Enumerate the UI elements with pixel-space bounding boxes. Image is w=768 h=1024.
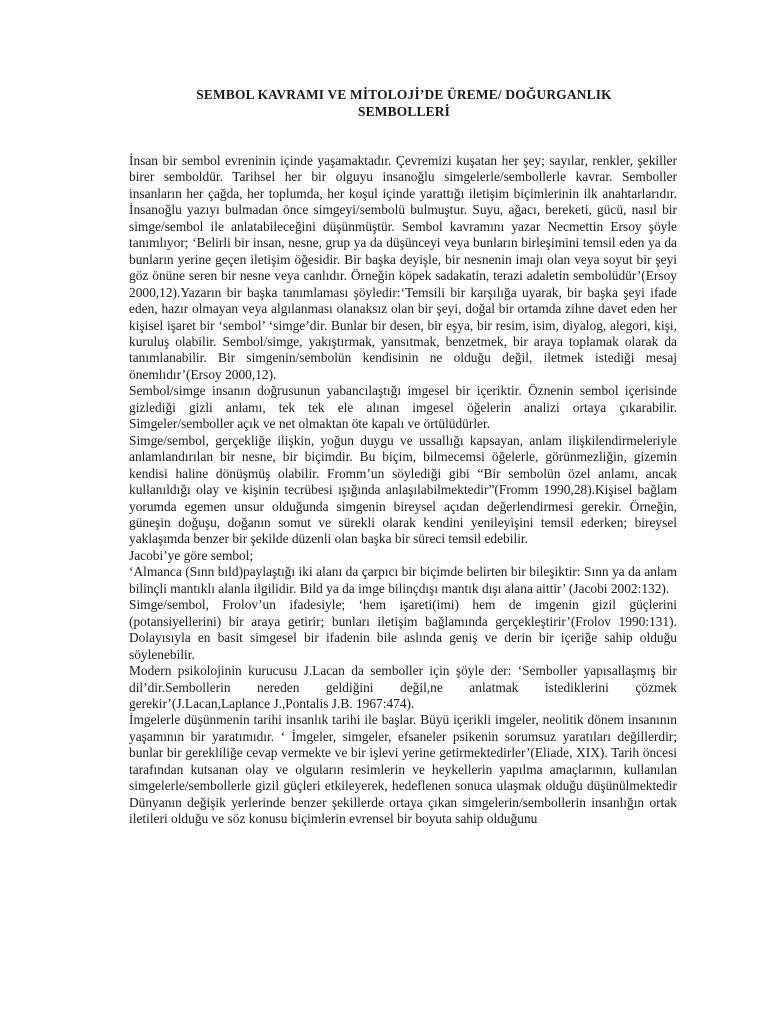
paragraph-3: Simge/sembol, gerçekliğe ilişkin, yoğun duygu ve ussallığı kapsayan, anlam ilişkilendirmeleriyle anlamlandırılan bir nesne, bir biçimdir. Bu biçim, bilmecemsi öğelerle, görünmezliğin, gizemin kendisi haline dönüşmüş olabilir. Fromm’un söylediği gibi “Bir sembolün özel anlamı, ancak kullanıldığı olay ve kişinin tecrübesi ışığında anlaşılabilmektedir”(Fromm 1990,28).Kişisel bağlam yorumda egemen unsur olduğunda simgenin bireysel açıdan değerlendirmesi gerekir. Örneğin, güneşin doğuşu, doğanın somut ve sürekli olarak kendini yenileyişini temsil ederken; bireysel yaklaşımda benzer bir şekilde düzenli olan başka bir süreci temsil edebilir. bbox=[129, 432, 677, 547]
paragraph-8: İmgelerle düşünmenin tarihi insanlık tarihi ile başlar. Büyü içerikli imgeler, neolitik dönem insanının yaşamının bir yaratımıdır. ‘ İmgeler, simgeler, efsaneler psikenin sorumsuz yaratıları değillerdir; bunlar bir gerekliliğe cevap vermekte ve bir işlevi yerine getirmektedirler’(Eliade, XIX). Tarih öncesi tarafından kutsanan olay ve olguların resimlerin ve heykellerin yapılma amaçlarının, kullanılan simgelerle/sembollerle gizil güçleri etkileyerek, hedeflenen sonuca ulaşmak olduğu düşünülmektedir Dünyanın değişik yerlerinde benzer şekillerde ortaya çıkan simgelerin/sembollerin insanlığın ortak iletileri olduğu ve söz konusu biçimlerin evrensel bir boyuta sahip olduğunu bbox=[129, 712, 677, 827]
document-body bbox=[129, 153, 677, 828]
paragraph-1: İnsan bir sembol evreninin içinde yaşamaktadır. Çevremizi kuşatan her şey; sayılar, renkler, şekiller birer semboldür. Tarihsel her bir olguyu insanoğlu simgelerle/sembollerle kavrar. Semboller insanların her çağda, her toplumda, her koşul içinde yarattığı iletişim biçimlerinin ilk anahtarlarıdır. İnsanoğlu yazıyı bulmadan önce simgeyi/sembolü bulmuştur. Suyu, ağacı, bereketi, gücü, nasıl bir simge/sembol ile anlatabileceğini düşünmüştür. Sembol kavramını yazar Necmettin Ersoy şöyle tanımlıyor; ‘Belirli bir insan, nesne, grup ya da düşünceyi veya bunların birleşimini temsil eden ya da bunların yerine geçen iletişim öğesidir. Bir başka deyişle, bir nesnenin imajı olan veya soyut bir şeyi göz önüne seren bir nesne veya canlıdır. Örneğin köpek sadakatin, terazi adaletin sembolüdür’(Ersoy 2000,12).Yazarın bir başka tanımlaması şöyledir:‘Temsili bir karşılığa uyarak, bir başka şeyi ifade eden, hazır olmayan veya algılanması olanaksız olan bir şeyi, doğal bir ortamda zihne davet eden her kişisel işaret bir ‘sembol’ ‘simge’dir. Bunlar bir desen, bir eşya, bir resim, isim, diyalog, alegori, kişi, kuruluş olabilir. Sembol/simge, yakıştırmak, yansıtmak, benzetmek, bir araya toplamak olarak da tanımlanabilir. Bir simgenin/sembolün kendisinin ne olduğu değil, iletmek istediği mesaj önemlıdır’(Ersoy 2000,12). bbox=[129, 153, 677, 382]
paragraph-2: Sembol/simge insanın doğrusunun yabancılaştığı imgesel bir içeriktir. Öznenin sembol içerisinde gizlediği gizli anlamı, tek tek ele alınan imgesel öğelerin analizi ortaya çıkarabilir. Simgeler/semboller açık ve net olmaktan öte kapalı ve örtülüdürler. bbox=[129, 383, 677, 432]
paragraph-4: Jacobi’ye göre sembol; bbox=[129, 547, 254, 563]
paragraph-6: Simge/sembol, Frolov’un ifadesiyle; ‘hem işareti(imi) hem de imgenin gizil güçlerini (potansiyellerini) bir araya getirir; bunları iletişim bağlamında gerçekleştirir’(Frolov 1990:131). Dolayısıyla en basit simgesel bir ifadenin bile aslında geniş ve derin bir içeriğe sahip olduğu söylenebilir. bbox=[129, 597, 677, 662]
title-line-2: SEMBOLLERİ bbox=[357, 104, 451, 119]
title-line-1: SEMBOL KAVRAMI VE MİTOLOJİ’DE ÜREME/ DOĞURGANLIK bbox=[196, 87, 612, 102]
document-title bbox=[130, 86, 678, 120]
paragraph-5: ‘Almanca (Sınn bıld)paylaştığı iki alanı da çarpıcı bir biçimde belirten bir bileşiktir: Sınn ya da anlam bilinçli mantıklı alanla ilgilidir. Bild ya da imge bilinçdışı mantık dışı alana aittir’ (Jacobi 2002:132). bbox=[129, 564, 677, 596]
paragraph-7: Modern psikolojinin kurucusu J.Lacan da semboller için şöyle der: ‘Semboller yapısallaşmış bir dil’dir.Sembollerin nereden geldiğini değil,ne anlatmak istediklerini çözmek gerekir’(J.Lacan,Laplance J.,Pontalis J.B. 1967:474). bbox=[129, 663, 677, 711]
